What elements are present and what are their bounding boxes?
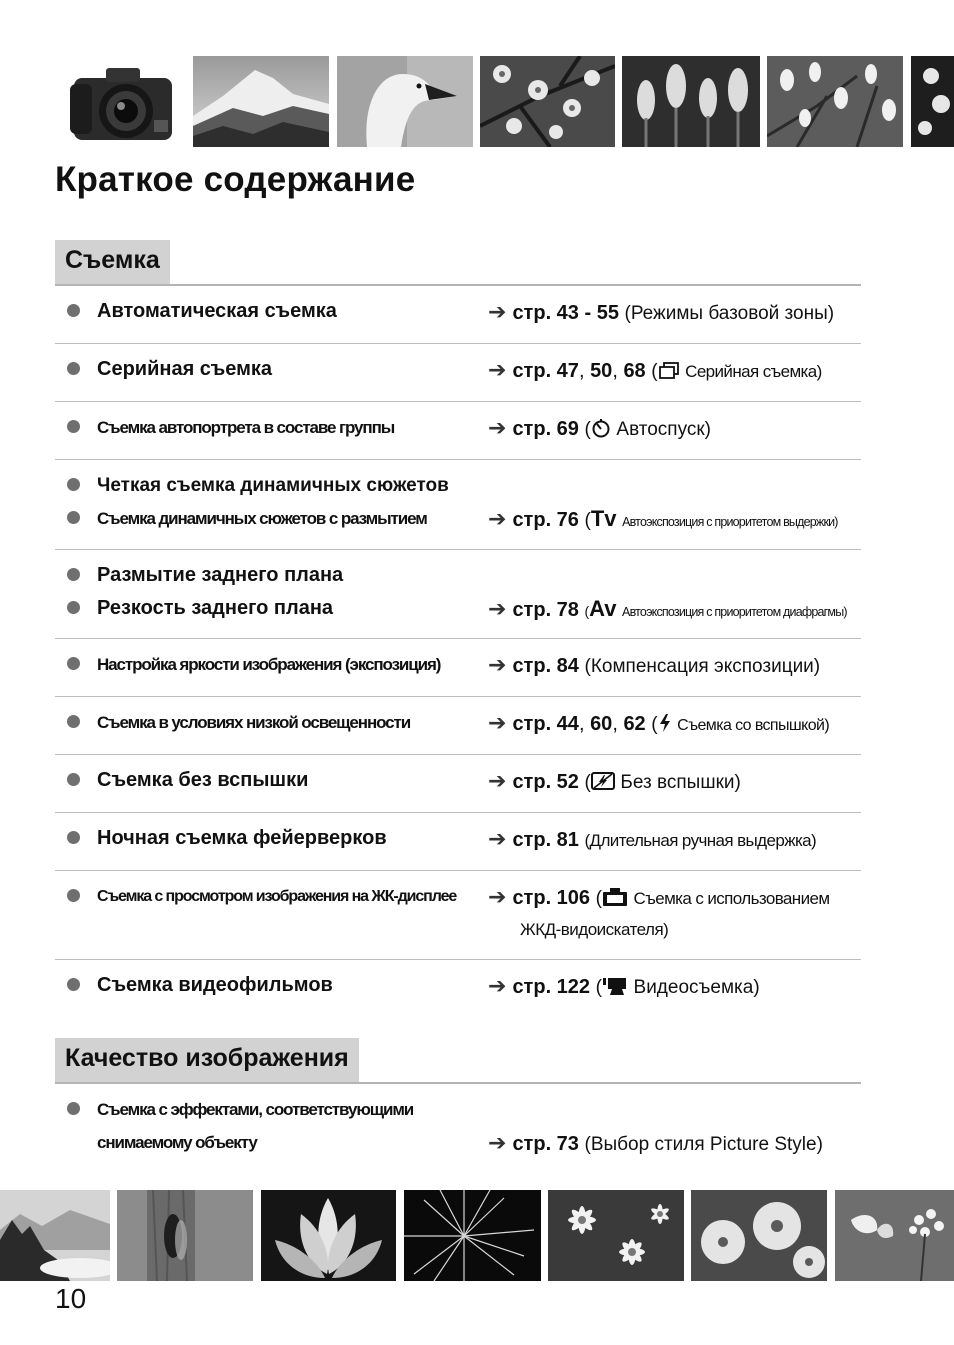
page-link[interactable]: стр. 106	[512, 887, 591, 909]
lotus-photo	[261, 1190, 396, 1281]
page-link[interactable]: стр. 81	[512, 829, 579, 851]
reference-note-continued: ЖКД-видоискателя)	[520, 920, 669, 939]
section-header-image-quality	[55, 1038, 861, 1084]
section-header-shooting	[55, 240, 861, 286]
flash-icon	[658, 711, 672, 744]
tv-mode-icon: Tv	[590, 506, 617, 531]
bullet-icon	[67, 889, 80, 902]
arrow-icon: ➔	[488, 1130, 507, 1155]
page-reference[interactable]: ➔ стр. 52 ( Без вспышки)	[488, 764, 741, 802]
page-link[interactable]: стр. 76	[512, 509, 579, 531]
feature-label: Ночная съемка фейерверков	[97, 827, 387, 849]
list-item	[55, 1084, 861, 1164]
page-number: 10	[55, 1283, 87, 1314]
feature-label: Съемка с просмотром изображения на ЖК-дисплее	[97, 888, 457, 905]
reference-note: Видеосъемка)	[633, 977, 760, 998]
bullet-icon	[67, 831, 80, 844]
list-item	[55, 402, 861, 460]
bullet-icon	[67, 773, 80, 786]
arrow-icon: ➔	[488, 652, 507, 677]
page-reference[interactable]	[488, 648, 820, 683]
reference-note: (Длительная ручная выдержка)	[584, 831, 817, 850]
arrow-icon: ➔	[488, 299, 507, 324]
page-reference[interactable]: ➔ стр. 69 ( Автоспуск)	[488, 411, 711, 449]
list-item	[55, 697, 861, 755]
daisies-photo	[548, 1190, 684, 1281]
reference-note: Без вспышки)	[620, 772, 741, 793]
movie-camera-icon	[602, 974, 628, 1007]
bullet-icon	[67, 304, 80, 317]
list-item	[55, 344, 861, 402]
page-link[interactable]: 68	[623, 360, 646, 382]
reference-note: Съемка с использованием	[633, 889, 830, 908]
page-title: Краткое содержание	[55, 160, 416, 199]
page-reference[interactable]: ➔ стр. 122 ( Видеосъемка)	[488, 969, 760, 1007]
list-item	[55, 550, 861, 639]
reference-note: Автоэкспозиция с приоритетом диафрагмы)	[622, 605, 847, 619]
flash-off-icon	[591, 769, 615, 802]
self-timer-icon	[591, 416, 611, 449]
arrow-icon: ➔	[488, 884, 507, 909]
section-title: Съемка	[55, 240, 170, 284]
page-link[interactable]: 50	[590, 360, 613, 382]
arrow-icon: ➔	[488, 596, 507, 621]
fireworks-photo	[404, 1190, 541, 1281]
page-reference[interactable]: ➔ стр. 76 (Tv Автоэкспозиция с приоритетом выдержки)	[488, 506, 838, 531]
butterfly-photo	[835, 1190, 954, 1281]
feature-label: снимаемому объекту	[97, 1133, 257, 1152]
shooting-list	[55, 286, 861, 1017]
page-reference[interactable]	[488, 295, 834, 330]
top-photo-strip	[0, 56, 954, 147]
feature-label: Съемка в условиях низкой освещенности	[97, 713, 411, 732]
reference-note: Автоэкспозиция с приоритетом выдержки)	[622, 515, 838, 529]
swan-photo	[337, 56, 473, 147]
feature-label: Съемка динамичных сюжетов с размытием	[97, 509, 427, 528]
page-link[interactable]: стр. 52	[512, 771, 579, 793]
list-item	[55, 813, 861, 871]
feature-label: Резкость заднего плана	[97, 597, 334, 619]
flower-edge-photo	[911, 56, 954, 147]
feature-label: Размытие заднего плана	[97, 564, 344, 586]
bullet-icon	[67, 978, 80, 991]
list-item	[55, 755, 861, 813]
page-link[interactable]: стр. 84	[512, 655, 579, 677]
bullet-icon	[67, 511, 80, 524]
page-link[interactable]: стр. 122	[512, 976, 591, 998]
page-reference[interactable]	[488, 1126, 823, 1161]
reference-note: (Режимы базовой зоны)	[624, 303, 835, 324]
arrow-icon: ➔	[488, 710, 507, 735]
bullet-icon	[67, 420, 80, 433]
page-link[interactable]: 62	[623, 713, 646, 735]
page-link[interactable]: стр. 78	[512, 599, 579, 621]
list-item	[55, 286, 861, 344]
page-reference[interactable]: ➔ стр. 78 (Av Автоэкспозиция с приоритетом диафрагмы)	[488, 596, 847, 621]
continuous-shooting-icon	[658, 358, 680, 391]
reference-note: Автоспуск)	[616, 419, 712, 440]
page-reference[interactable]: ➔ стр. 47, 50, 68 ( Серийная съемка)	[488, 353, 822, 391]
arrow-icon: ➔	[488, 826, 507, 851]
crocus-photo	[622, 56, 760, 147]
list-item	[55, 460, 861, 550]
reference-note: Съемка со вспышкой)	[677, 717, 830, 734]
arrow-icon: ➔	[488, 768, 507, 793]
list-item	[55, 871, 861, 960]
cicada-photo	[117, 1190, 253, 1281]
feature-label: Съемка видеофильмов	[97, 974, 333, 996]
feature-label: Съемка без вспышки	[97, 769, 309, 791]
bullet-icon	[67, 657, 80, 670]
page-link[interactable]: стр. 73	[512, 1133, 579, 1155]
page-reference[interactable]	[488, 822, 816, 857]
page-link[interactable]: стр. 43 - 55	[512, 302, 619, 324]
bullet-icon	[67, 715, 80, 728]
list-item	[55, 639, 861, 697]
bullet-icon	[67, 478, 80, 491]
arrow-icon: ➔	[488, 973, 507, 998]
page-link[interactable]: стр. 44	[512, 713, 579, 735]
feature-label: Серийная съемка	[97, 358, 273, 380]
image-quality-list	[55, 1084, 861, 1164]
list-item	[55, 960, 861, 1017]
arrow-icon: ➔	[488, 506, 507, 531]
reference-note: (Компенсация экспозиции)	[584, 656, 821, 677]
feature-label: Съемка с эффектами, соответствующими	[97, 1100, 414, 1119]
magnolia-photo	[767, 56, 903, 147]
blossom-photo	[480, 56, 615, 147]
page-link[interactable]: стр. 47	[512, 360, 579, 382]
section-title: Качество изображения	[55, 1038, 359, 1082]
snowy-peaks-photo	[0, 1190, 110, 1281]
reference-note: (Выбор стиля Picture Style)	[584, 1134, 823, 1155]
pansies-photo	[691, 1190, 827, 1281]
bullet-icon	[67, 362, 80, 375]
bullet-icon	[67, 1102, 80, 1115]
page-reference[interactable]: ➔ стр. 106 ( Съемка с использованием	[488, 880, 829, 918]
page-reference[interactable]: ➔ стр. 44, 60, 62 ( Съемка со вспышкой)	[488, 706, 829, 744]
feature-label: Автоматическая съемка	[97, 300, 337, 322]
reference-note: Серийная съемка)	[685, 362, 822, 381]
mountain-photo	[193, 56, 329, 147]
bottom-photo-strip	[0, 1190, 954, 1281]
arrow-icon: ➔	[488, 415, 507, 440]
camera-photo	[62, 56, 180, 147]
arrow-icon: ➔	[488, 357, 507, 382]
av-mode-icon: Av	[589, 596, 617, 621]
bullet-icon	[67, 568, 80, 581]
feature-label: Четкая съемка динамичных сюжетов	[97, 475, 449, 496]
page-link[interactable]: 60	[590, 713, 613, 735]
bullet-icon	[67, 601, 80, 614]
feature-label: Настройка яркости изображения (экспозиция)	[97, 655, 441, 674]
page-link[interactable]: стр. 69	[512, 418, 579, 440]
feature-label: Съемка автопортрета в составе группы	[97, 418, 395, 437]
